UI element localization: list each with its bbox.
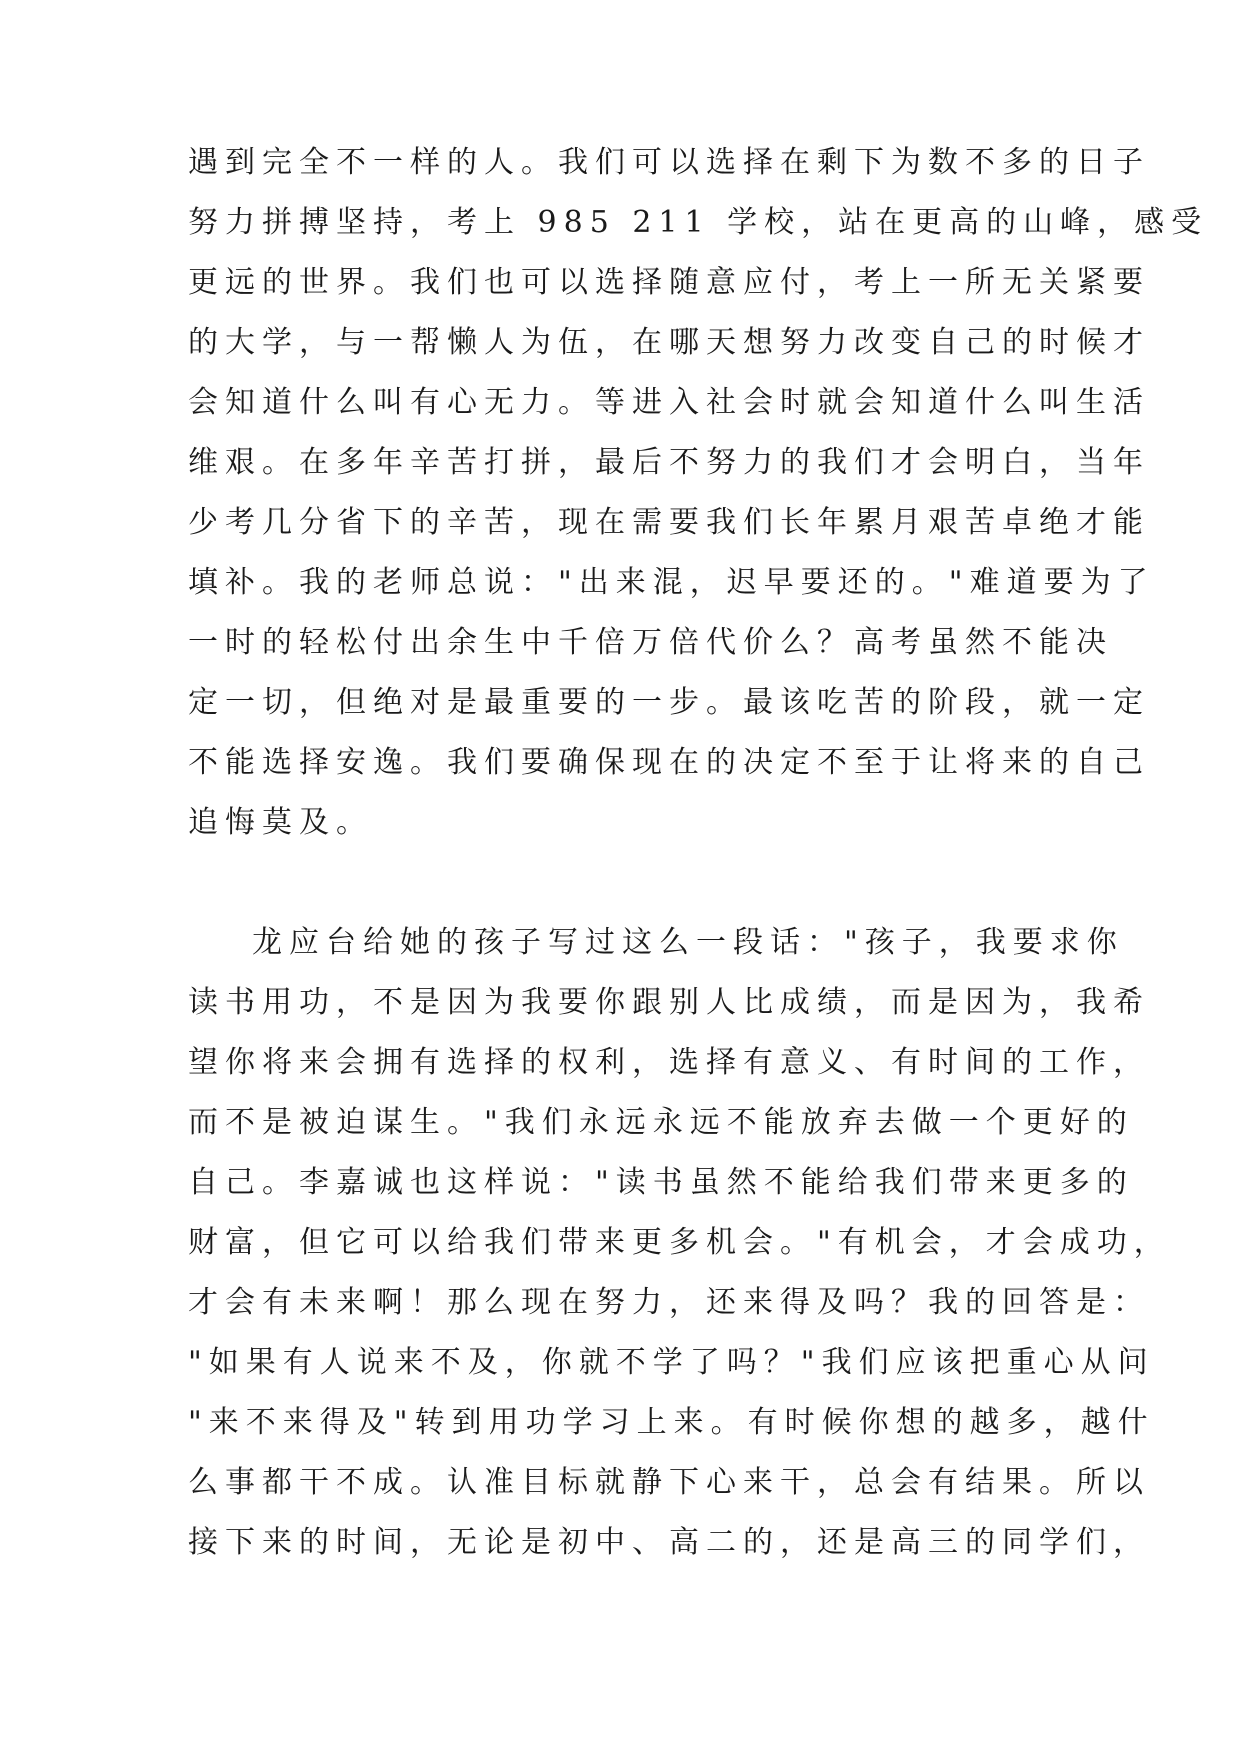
paragraph-2-line-10: 么事都干不成。认准目标就静下心来干，总会有结果。所以 bbox=[188, 1465, 1150, 1500]
paragraph-2-line-4: 而不是被迫谋生。"我们永远永远不能放弃去做一个更好的 bbox=[188, 1105, 1134, 1140]
paragraph-2-line-2: 读书用功，不是因为我要你跟别人比成绩，而是因为，我希 bbox=[188, 985, 1150, 1020]
paragraph-1-line-3: 更远的世界。我们也可以选择随意应付，考上一所无关紧要 bbox=[188, 265, 1150, 300]
paragraph-1-line-1: 遇到完全不一样的人。我们可以选择在剩下为数不多的日子 bbox=[188, 145, 1150, 180]
paragraph-1-line-11: 不能选择安逸。我们要确保现在的决定不至于让将来的自己 bbox=[188, 745, 1150, 780]
paragraph-2-line-1: 龙应台给她的孩子写过这么一段话："孩子，我要求你 bbox=[252, 925, 1124, 960]
paragraph-1-line-12: 追悔莫及。 bbox=[188, 805, 373, 840]
paragraph-2-line-6: 财富，但它可以给我们带来更多机会。"有机会，才会成功， bbox=[188, 1225, 1171, 1260]
paragraph-2-line-7: 才会有未来啊！那么现在努力，还来得及吗？我的回答是： bbox=[188, 1285, 1150, 1320]
paragraph-1-line-10: 定一切，但绝对是最重要的一步。最该吃苦的阶段，就一定 bbox=[188, 685, 1150, 720]
paragraph-1-line-2: 努力拼搏坚持，考上 985 211 学校，站在更高的山峰，感受 bbox=[188, 205, 1209, 240]
paragraph-2-line-5: 自己。李嘉诚也这样说："读书虽然不能给我们带来更多的 bbox=[188, 1165, 1134, 1200]
paragraph-2-line-8: "如果有人说来不及，你就不学了吗？"我们应该把重心从问 bbox=[188, 1345, 1155, 1380]
paragraph-2-line-11: 接下来的时间，无论是初中、高二的，还是高三的同学们， bbox=[188, 1525, 1150, 1560]
paragraph-2-line-9: "来不来得及"转到用功学习上来。有时候你想的越多，越什 bbox=[188, 1405, 1155, 1440]
paragraph-1-line-4: 的大学，与一帮懒人为伍，在哪天想努力改变自己的时候才 bbox=[188, 325, 1150, 360]
paragraph-1-line-6: 维艰。在多年辛苦打拼，最后不努力的我们才会明白，当年 bbox=[188, 445, 1150, 480]
paragraph-1-line-5: 会知道什么叫有心无力。等进入社会时就会知道什么叫生活 bbox=[188, 385, 1150, 420]
paragraph-1-line-7: 少考几分省下的辛苦，现在需要我们长年累月艰苦卓绝才能 bbox=[188, 505, 1150, 540]
paragraph-1-line-8: 填补。我的老师总说："出来混，迟早要还的。"难道要为了 bbox=[188, 565, 1155, 600]
paragraph-2-line-3: 望你将来会拥有选择的权利，选择有意义、有时间的工作， bbox=[188, 1045, 1150, 1080]
paragraph-1-line-9: 一时的轻松付出余生中千倍万倍代价么？高考虽然不能决 bbox=[188, 625, 1113, 660]
